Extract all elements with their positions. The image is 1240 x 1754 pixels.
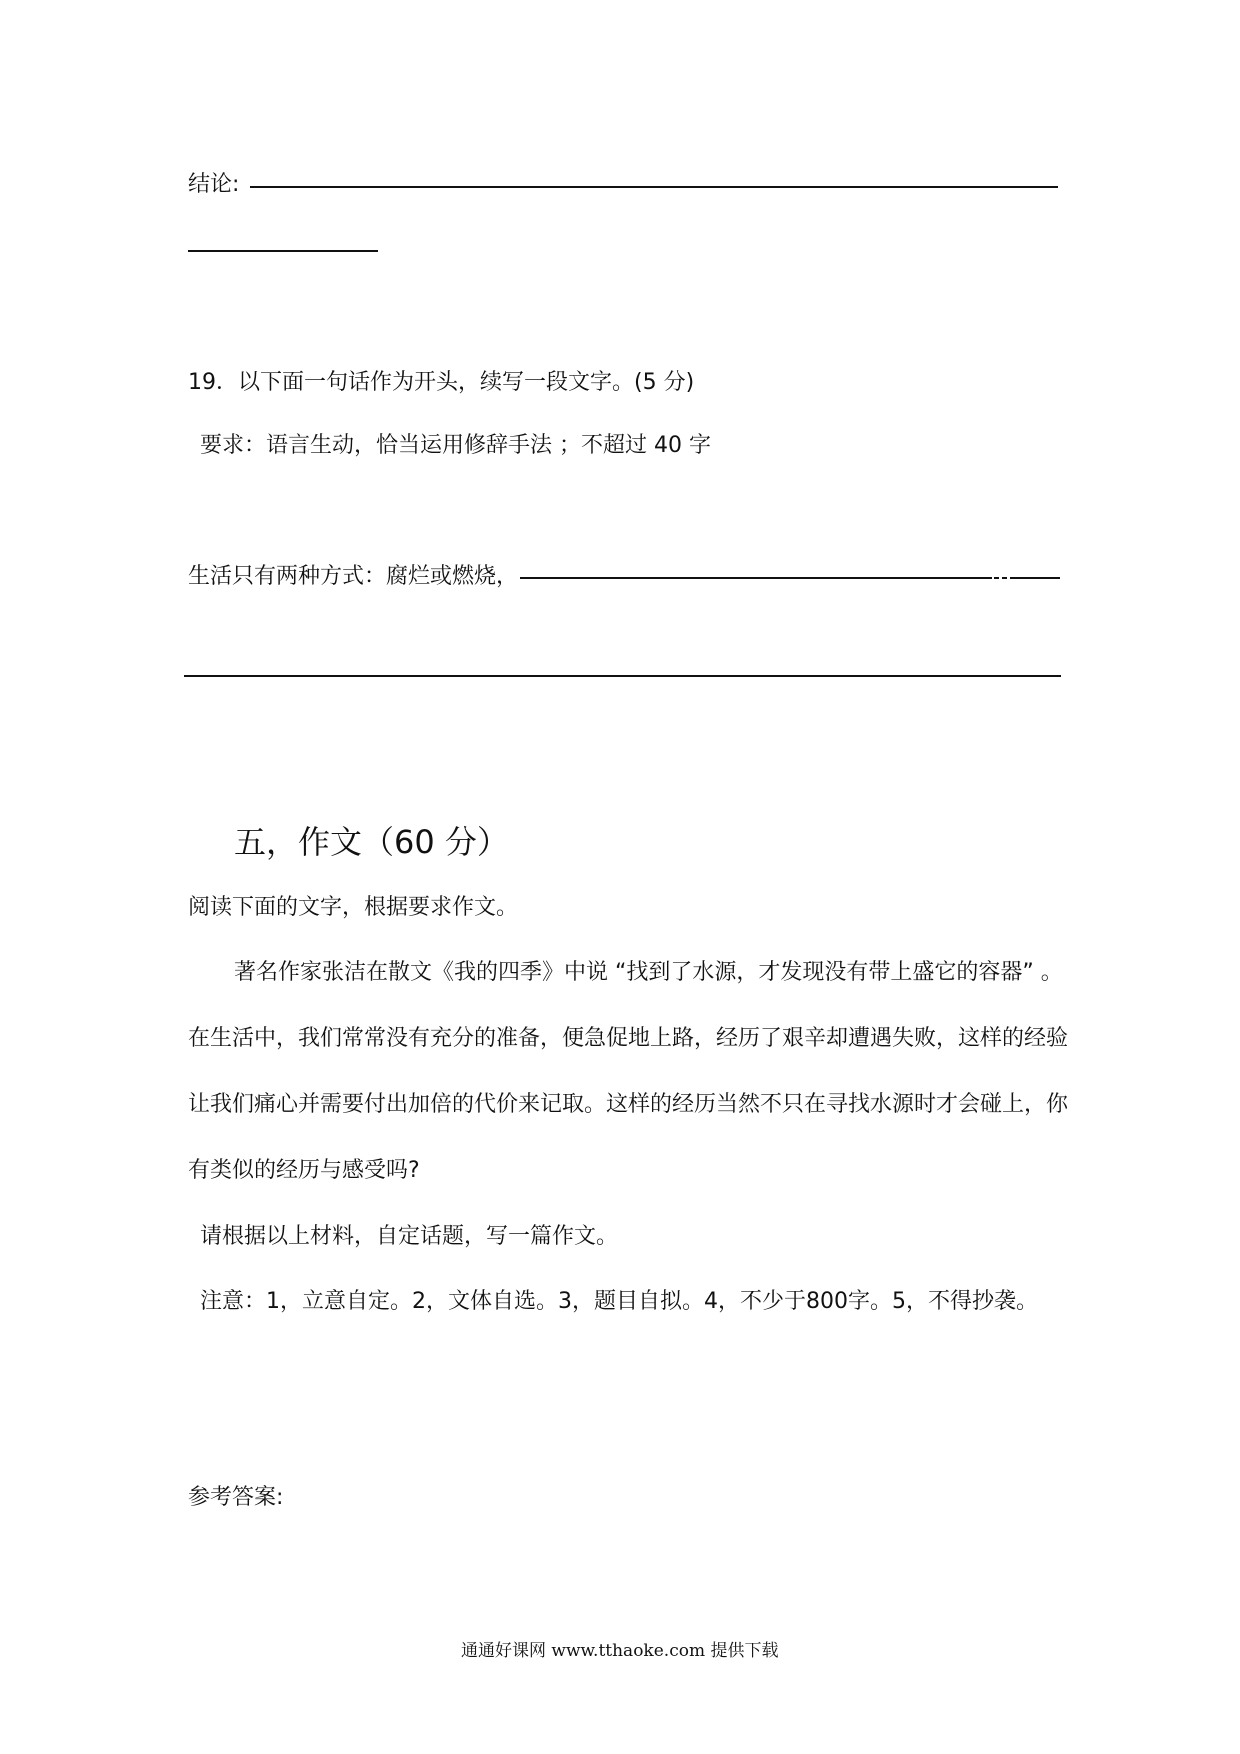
question-19-requirement: 要求：语言生动，恰当运用修辞手法 ；不超过 40 字 [200, 433, 711, 458]
paragraph-line: 著名作家张洁在散文《我的四季》中说 “找到了水源，才发现没有带上盛它的容器” 。 [234, 960, 1063, 985]
answers-label: 参考答案: [188, 1485, 284, 1510]
answer-line-dash [994, 577, 999, 579]
paragraph-line: 让我们痛心并需要付出加倍的代价来记取。这样的经历当然不只在寻找水源时才会碰上，你 [188, 1092, 1069, 1117]
conclusion-answer-line-2 [188, 250, 378, 252]
page-footer: 通通好课网 www.tthaoke.com 提供下载 [461, 1641, 779, 1661]
answer-line-dash [1002, 577, 1007, 579]
question-19-answer-line [520, 577, 992, 579]
section-5-instruction: 请根据以上材料，自定话题，写一篇作文。 [200, 1224, 619, 1249]
question-19-starter: 生活只有两种方式：腐烂或燃烧， [188, 564, 519, 589]
section-5-notes: 注意：1，立意自定。2，文体自选。3，题目自拟。4，不少于800字。5，不得抄袭。 [200, 1289, 1038, 1314]
question-19-prompt: 19．以下面一句话作为开头，续写一段文字。(5 分) [188, 370, 695, 395]
question-19-answer-line-end [1010, 577, 1060, 579]
paragraph-line: 在生活中，我们常常没有充分的准备，便急促地上路，经历了艰辛却遭遇失败，这样的经验 [188, 1026, 1069, 1051]
conclusion-answer-line [250, 186, 1058, 188]
section-5-heading: 五，作文（60 分） [234, 823, 509, 861]
conclusion-label: 结论: [188, 172, 240, 197]
question-19-answer-line-2 [184, 675, 1061, 677]
section-5-intro: 阅读下面的文字，根据要求作文。 [188, 895, 519, 920]
paragraph-line: 有类似的经历与感受吗? [188, 1158, 420, 1183]
